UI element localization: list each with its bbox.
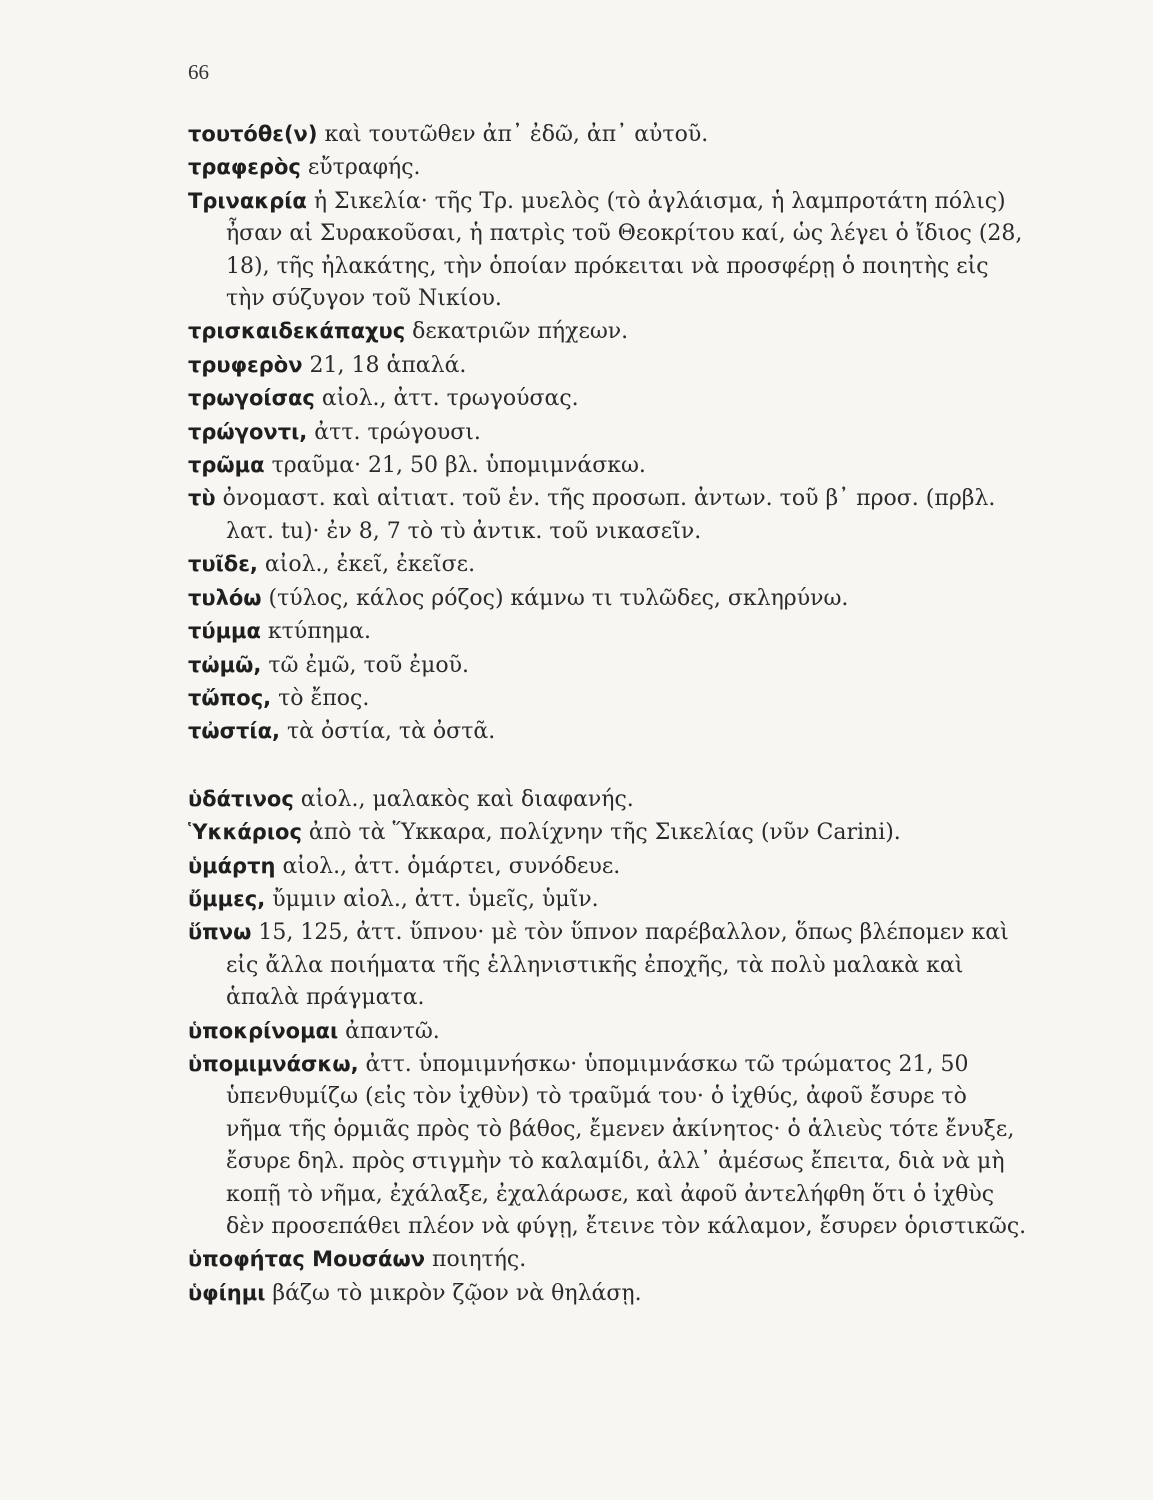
entry-group-tau [188,118,1028,749]
glossary-entry [188,682,1028,715]
glossary-entry [188,850,1028,883]
entry-lemma: ὑποφήτας Μουσάων [188,1247,426,1272]
entry-definition: ἀττ. τρώγουσι. [307,419,481,445]
glossary-entry [188,185,1028,316]
entry-lemma: Τρινακρία [188,188,307,213]
entry-definition: 21, 18 ἁπαλά. [302,352,467,378]
entry-group-upsilon [188,783,1028,1311]
glossary-entry [188,382,1028,415]
glossary-entry [188,783,1028,816]
glossary-entry [188,315,1028,348]
entry-definition: εὔτραφής. [300,155,421,181]
glossary-entry [188,449,1028,482]
entry-definition: ὔμμιν αἰολ., ἀττ. ὑμεῖς, ὑμῖν. [265,886,599,912]
entry-lemma: ὑδάτινος [188,786,294,811]
entry-definition: αἰολ., ἐκεῖ, ἐκεῖσε. [257,552,476,578]
glossary-entry [188,916,1028,1014]
entry-lemma: τύμμα [188,619,261,644]
entry-definition: ὀνομαστ. καὶ αἰτιατ. τοῦ ἑν. τῆς προσωπ. ἀντων. τοῦ β᾽ προσ. (πρβλ. λατ. tu)· ἐν 8, 7 τὸ τὺ ἀντικ. τοῦ νικασεῖν. [215,486,996,544]
entry-lemma: τρῶμα [188,453,265,478]
glossary-entry [188,118,1028,151]
entry-lemma: ὕπνω [188,920,252,945]
glossary-entry [188,715,1028,748]
entry-definition: αἰολ., μαλακὸς καὶ διαφανής. [293,786,634,812]
entry-definition: ἀττ. ὑπομιμνήσκω· ὑπομιμνάσκω τῶ τρώματος 21, 50 ὑπενθυμίζω (εἰς τὸν ἰχθὺν) τὸ τραῦμά του· ὁ ἰχθύς, ἀφοῦ ἔσυρε τὸ νῆμα τῆς ὁρμιᾶς πρὸς τὸ βάθος, ἔμενεν ἀκίνητος· ὁ ἁλιεὺς τότε ἔνυξε, ἔσυρε δηλ. πρὸς στιγμὴν τὸ καλαμίδι, ἀλλ᾽ ἀμέσως ἔπειτα, διὰ νὰ μὴ κοπῇ τὸ νῆμα, ἐχάλαξε, ἐχαλάρωσε, καὶ ἀφοῦ ἀντελήφθη ὅτι ὁ ἰχθὺς δὲν προσεπάθει πλέον νὰ φύγῃ, ἔτεινε τὸν κάλαμον, ἔσυρεν ὁριστικῶς. [226,1051,1027,1239]
entry-lemma: τυῖδε, [188,552,258,577]
entry-definition: καὶ τουτῶθεν ἀπ᾽ ἐδῶ, ἀπ᾽ αὐτοῦ. [317,122,709,147]
glossary-entry [188,615,1028,648]
entry-definition: τὸ ἔπος. [271,685,370,711]
entry-lemma: ὑφίημι [188,1280,266,1305]
entry-lemma: ὑπομιμνάσκω, [188,1051,359,1076]
entry-lemma: τρυφερὸν [188,352,303,377]
glossary-entry [188,349,1028,382]
entry-lemma: τυλόω [188,585,262,610]
entry-lemma: τὺ [188,486,216,511]
section-gap [188,749,1028,783]
glossary-entry [188,1048,1028,1243]
entry-lemma: τὠμῶ, [188,652,262,677]
entry-lemma: τρισκαιδεκάπαχυς [188,319,406,344]
entry-definition: ἀπαντῶ. [338,1018,440,1044]
entry-definition: αἰολ., ἀττ. ὁμάρτει, συνόδευε. [275,853,621,879]
glossary-entry [188,816,1028,849]
entry-definition: κτύπημα. [260,619,371,645]
glossary-entry [188,1277,1028,1310]
page-number: 66 [188,60,209,84]
entry-definition: αἰολ., ἀττ. τρωγούσας. [314,386,579,412]
glossary-entry [188,582,1028,615]
entry-definition: (τύλος, κάλος ρόζος) κάμνω τι τυλῶδες, σκληρύνω. [261,585,849,611]
entry-lemma: τραφερὸς [188,155,301,180]
glossary-entry [188,1015,1028,1048]
entry-definition: 15, 125, ἀττ. ὕπνου· μὲ τὸν ὕπνον παρέβαλλον, ὅπως βλέπομεν καὶ εἰς ἄλλα ποιήματα τῆς ἑλληνιστικῆς ἐποχῆς, τὰ πολὺ μαλακὰ καὶ ἁπαλὰ πράγματα. [226,920,1009,1011]
entry-definition: βάζω τὸ μικρὸν ζῷον νὰ θηλάσῃ. [265,1280,642,1306]
entry-definition: τὰ ὀστία, τὰ ὀστᾶ. [280,719,496,745]
entry-lemma: ὔμμες, [188,886,266,911]
glossary-entry [188,649,1028,682]
entry-lemma: ὑποκρίνομαι [188,1018,339,1043]
entry-lemma: τρωγοίσας [188,386,315,411]
entry-lemma: τὠστία, [188,719,280,744]
entry-definition: ἡ Σικελία· τῆς Τρ. μυελὸς (τὸ ἀγλάισμα, ἡ λαμπροτάτη πόλις) ἦσαν αἱ Συρακοῦσαι, ἡ πατρὶς τοῦ Θεοκρίτου καί, ὡς λέγει ὁ ἴδιος (28, 18), τῆς ἠλακάτης, τὴν ὁποίαν πρόκειται νὰ προσφέρῃ ὁ ποιητὴς εἰς τὴν σύζυγον τοῦ Νικίου. [226,188,1023,312]
glossary-entry [188,883,1028,916]
entry-definition: τραῦμα· 21, 50 βλ. ὑπομιμνάσκω. [264,453,646,479]
entry-lemma: τρώγοντι, [188,419,308,444]
glossary-entries [188,118,1028,1310]
entry-lemma: ὑμάρτη [188,853,276,878]
entry-definition: ποιητής. [425,1247,527,1273]
entry-lemma: τουτόθε(ν) [188,122,318,146]
entry-lemma: τὤπος, [188,685,272,710]
glossary-entry [188,416,1028,449]
entry-definition: δεκατριῶν πήχεων. [405,319,629,345]
glossary-entry [188,1243,1028,1276]
glossary-entry [188,151,1028,184]
entry-lemma: Ὑκκάριος [188,820,302,845]
glossary-entry [188,548,1028,581]
entry-definition: ἀπὸ τὰ Ὕκκαρα, πολίχνην τῆς Σικελίας (νῦν Carini). [301,820,901,846]
glossary-entry [188,482,1028,548]
entry-definition: τῶ ἐμῶ, τοῦ ἐμοῦ. [261,652,469,678]
